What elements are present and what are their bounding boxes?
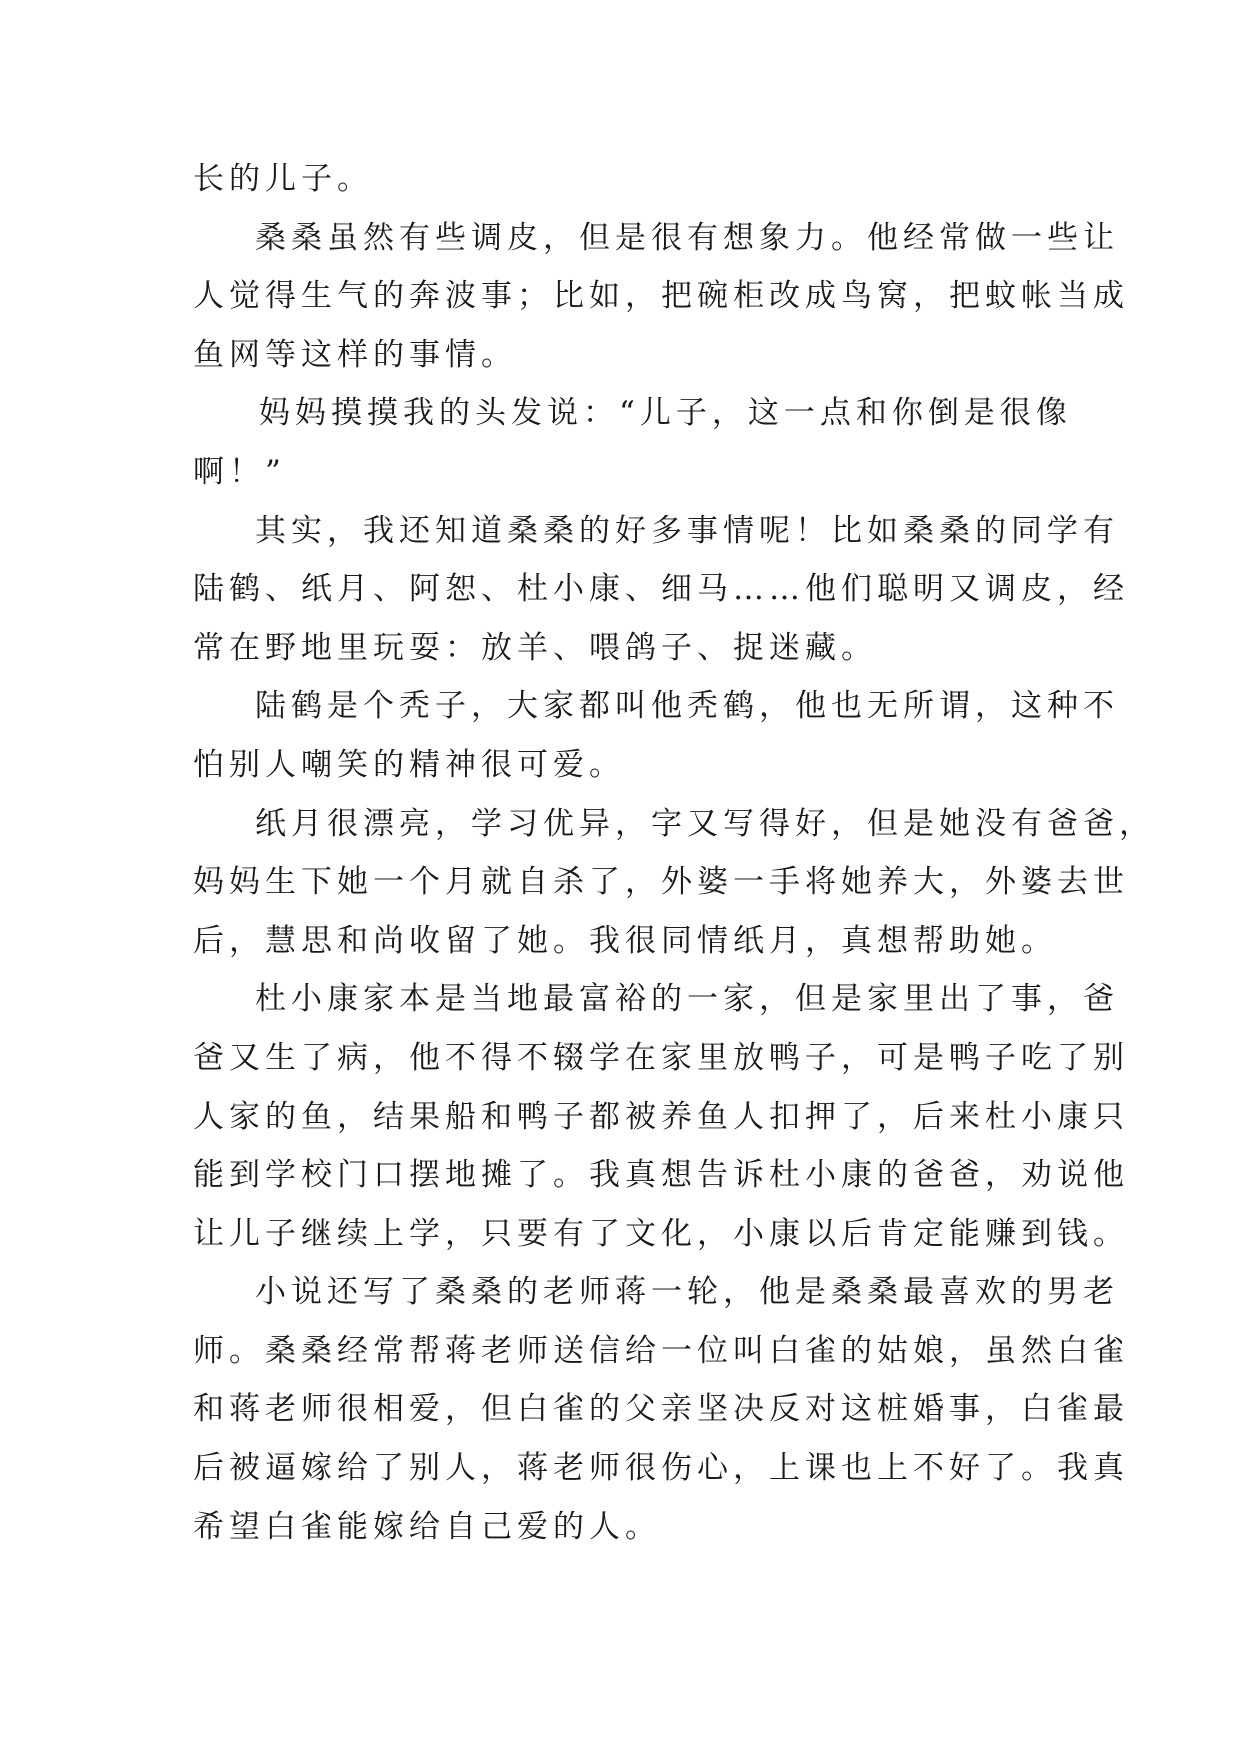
text-line: 让儿子继续上学，只要有了文化，小康以后肯定能赚到钱。 xyxy=(193,1215,1129,1252)
text-line: 人家的鱼，结果船和鸭子都被养鱼人扣押了，后来杜小康只 xyxy=(193,1098,1129,1135)
text-line: 和蒋老师很相爱，但白雀的父亲坚决反对这桩婚事，白雀最 xyxy=(193,1391,1129,1428)
text-line: 鱼网等这样的事情。 xyxy=(193,336,517,373)
paragraph-start-line: 杜小康家本是当地最富裕的一家，但是家里出了事，爸 xyxy=(255,981,1119,1018)
text-line: 陆鹤、纸月、阿恕、杜小康、细马……他们聪明又调皮，经 xyxy=(193,571,1129,608)
text-line: 爸又生了病，他不得不辍学在家里放鸭子，可是鸭子吃了别 xyxy=(193,1039,1129,1076)
text-line: 人觉得生气的奔波事；比如，把碗柜改成鸟窝，把蚊帐当成 xyxy=(193,278,1129,315)
text-line: 后被逼嫁给了别人，蒋老师很伤心，上课也上不好了。我真 xyxy=(193,1450,1129,1487)
paragraph-start-line: 桑桑虽然有些调皮，但是很有想象力。他经常做一些让 xyxy=(255,219,1119,256)
document-page xyxy=(193,150,1155,1556)
text-line: 妈妈生下她一个月就自杀了，外婆一手将她养大，外婆去世 xyxy=(193,864,1129,901)
text-line: 师。桑桑经常帮蒋老师送信给一位叫白雀的姑娘，虽然白雀 xyxy=(193,1332,1129,1369)
text-line: 啊！” xyxy=(193,453,286,490)
text-line: 后，慧思和尚收留了她。我很同情纸月，真想帮助她。 xyxy=(193,922,1057,959)
paragraph-start-line: 纸月很漂亮，学习优异，字又写得好，但是她没有爸爸， xyxy=(255,805,1155,842)
paragraph-start-line: 小说还写了桑桑的老师蒋一轮，他是桑桑最喜欢的男老 xyxy=(255,1274,1119,1311)
text-line: 怕别人嘲笑的精神很可爱。 xyxy=(193,746,625,783)
text-line: 能到学校门口摆地摊了。我真想告诉杜小康的爸爸，劝说他 xyxy=(193,1157,1129,1194)
text-line: 常在野地里玩耍：放羊、喂鸽子、捉迷藏。 xyxy=(193,629,877,666)
paragraph-start-line: 其实，我还知道桑桑的好多事情呢！比如桑桑的同学有 xyxy=(255,512,1119,549)
paragraph-start-line: 陆鹤是个秃子，大家都叫他秃鹤，他也无所谓，这种不 xyxy=(255,688,1119,725)
text-line: 长的儿子。 xyxy=(193,161,373,197)
text-line: 希望白雀能嫁给自己爱的人。 xyxy=(193,1508,661,1545)
paragraph-start-line: 妈妈摸摸我的头发说：“儿子，这一点和你倒是很像 xyxy=(259,395,1072,432)
